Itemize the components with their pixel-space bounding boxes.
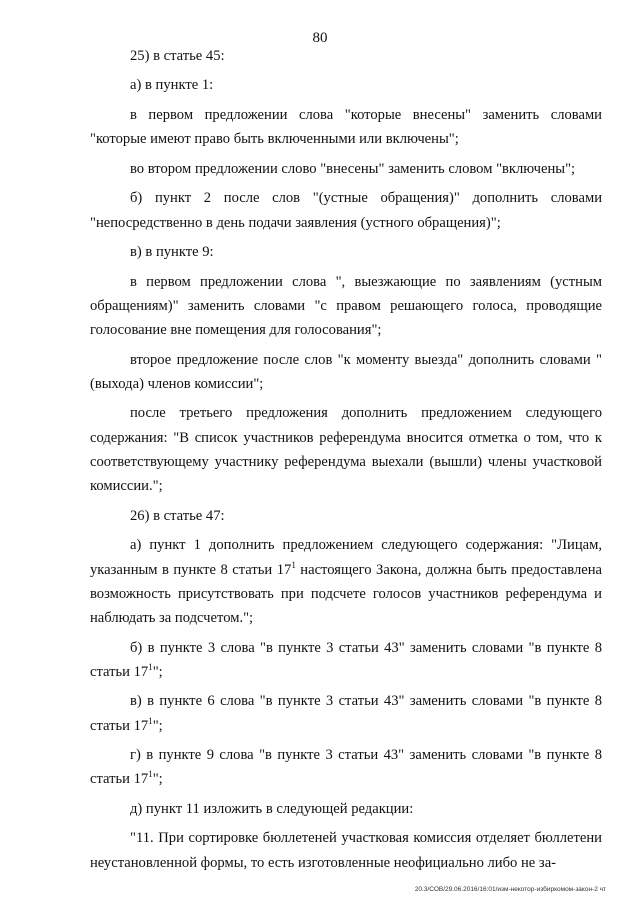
superscript: 1 xyxy=(148,769,153,780)
paragraph-first-sentence-leaving: в первом предложении слова ", выезжающие по заявлениям (устным обращениям)" заменить словами "с правом решающего голоса, проводящие голосование вне помещения для голосования"; xyxy=(90,273,602,339)
paragraph-text-end: настоящего Закона, должна быть предоставлена возможность присутствовать при подсчете голосов участников референдума и наблюдать за подсчетом."; xyxy=(90,561,603,627)
paragraph-item-b-point-2: б) пункт 2 после слов "(устные обращения)" дополнить словами "непосредственно в день подачи заявления (устного обращения)"; xyxy=(90,190,602,231)
paragraph-item-b-point-3 xyxy=(90,636,602,685)
paragraph-text-end: "; xyxy=(152,717,163,734)
paragraph-text-start: а) пункт 1 дополнить предложением следующего содержания: "Лицам, указанным в пункте 8 статьи 17 xyxy=(90,537,602,578)
paragraph-point-11-new-text: "11. При сортировке бюллетеней участковая комиссия отделяет бюллетени неустановленной формы, то есть изготовленные неофициально либо не за- xyxy=(90,830,602,871)
document-body xyxy=(90,44,602,880)
paragraph-text-start: б) в пункте 3 слова "в пункте 3 статьи 43" заменить словами "в пункте 8 статьи 17 xyxy=(90,639,602,680)
paragraph-item-g-point-9 xyxy=(90,743,602,792)
superscript: 1 xyxy=(148,661,153,672)
paragraph-text-end: "; xyxy=(152,771,163,788)
paragraph-first-sentence-words: в первом предложении слова "которые внесены" заменить словами "которые имеют право быть включенными или включены"; xyxy=(90,106,602,148)
page-number: 80 xyxy=(312,30,328,46)
paragraph-item-d-point-11: д) пункт 11 изложить в следующей редакции: xyxy=(130,800,414,817)
paragraph-article-45: 25) в статье 45: xyxy=(130,48,225,64)
paragraph-third-sentence-addition: после третьего предложения дополнить предложением следующего содержания: "В список участников референдума вносится отметка о том, что к соответствующему участнику референдума выехали (вышли) члены участковой комиссии."; xyxy=(90,405,602,495)
paragraph-item-v-point-9: в) в пункте 9: xyxy=(130,244,214,261)
superscript: 1 xyxy=(291,559,296,570)
paragraph-article-47: 26) в статье 47: xyxy=(130,507,225,524)
superscript: 1 xyxy=(148,715,153,726)
paragraph-item-a-point-1: а) в пункте 1: xyxy=(130,77,214,94)
paragraph-text-end: "; xyxy=(152,663,163,680)
footer-file-stamp: 20.3/СОВ/29.06.2016/16:01/изм-некотор-избиркомом-закон-2 чт xyxy=(414,886,606,893)
paragraph-text-start: в) в пункте 6 слова "в пункте 3 статьи 43" заменить словами "в пункте 8 статьи 17 xyxy=(90,693,602,734)
paragraph-text-start: г) в пункте 9 слова "в пункте 3 статьи 43" заменить словами "в пункте 8 статьи 17 xyxy=(90,747,602,788)
paragraph-second-sentence-departure: второе предложение после слов "к моменту выезда" дополнить словами "(выхода) членов комиссии"; xyxy=(90,351,602,392)
paragraph-item-a-point-1-addition xyxy=(90,533,602,630)
paragraph-second-sentence-word: во втором предложении слово "внесены" заменить словом "включены"; xyxy=(130,160,576,177)
paragraph-item-v-point-6 xyxy=(90,689,602,738)
